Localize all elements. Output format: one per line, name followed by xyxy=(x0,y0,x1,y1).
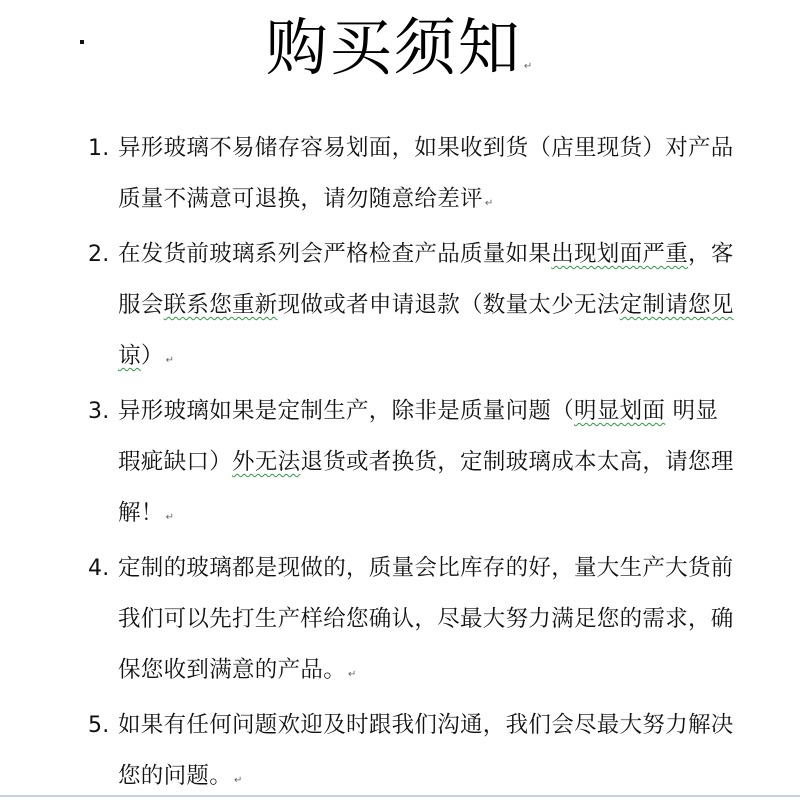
item-number: 4. xyxy=(88,556,110,581)
item-number: 2. xyxy=(88,242,110,267)
item-text: 定制的玻璃都是现做的，质量会比库存的好，量大生产大货前我们可以先打生产样给您确认，尽最大努力满足您的需求，确保您收到满意的产品。 xyxy=(118,555,734,683)
item-text: 退货或者换货，定制玻璃成本太高，请您理解！ xyxy=(118,449,734,526)
spellcheck-underlined-text: 明显划面 xyxy=(574,398,666,424)
item-text: 在发货前玻璃系列会严格检查产品质量如果 xyxy=(118,241,552,267)
paragraph-mark-icon: ↵ xyxy=(165,355,175,366)
spellcheck-underlined-text: 联系您重新 xyxy=(163,292,278,318)
notice-list xyxy=(88,123,738,800)
page-bottom-border xyxy=(0,795,800,797)
paragraph-mark-icon: ↵ xyxy=(523,61,535,72)
paragraph-mark-icon: ↵ xyxy=(165,512,175,523)
item-text: ） xyxy=(140,343,164,369)
spellcheck-underlined-text: 定制请您见谅 xyxy=(118,292,734,369)
item-text: 异形玻璃如果是定制生产，除非是质量问题（ xyxy=(118,398,575,424)
item-number: 3. xyxy=(88,399,110,424)
spellcheck-underlined-text: 出现划面严重 xyxy=(551,241,689,267)
list-item xyxy=(88,229,738,386)
paragraph-mark-icon: ↵ xyxy=(234,775,243,786)
item-number: 5. xyxy=(88,713,110,738)
spellcheck-underlined-text: 外无法 xyxy=(232,449,301,475)
item-text: 异形玻璃不易储存容易划面，如果收到货（店里现货）对产品质量不满意可退换，请勿随意给差评 xyxy=(118,135,734,212)
paragraph-mark-icon: ↵ xyxy=(348,669,357,680)
item-text: 明显瑕疵缺口） xyxy=(118,398,719,475)
list-item xyxy=(88,386,738,543)
page-title xyxy=(0,8,800,107)
item-text: ，客服会 xyxy=(118,241,734,318)
paragraph-mark-icon: ↵ xyxy=(484,198,494,209)
item-text: 现做或者申请退款（数量太少无法 xyxy=(277,292,620,318)
list-item xyxy=(88,123,738,229)
item-number: 1. xyxy=(88,136,110,161)
page-title-text: 购买须知 xyxy=(265,11,522,84)
item-text: 如果有任何问题欢迎及时跟我们沟通，我们会尽最大努力解决您的问题。 xyxy=(118,712,734,789)
list-item xyxy=(88,700,738,800)
list-item xyxy=(88,543,738,700)
